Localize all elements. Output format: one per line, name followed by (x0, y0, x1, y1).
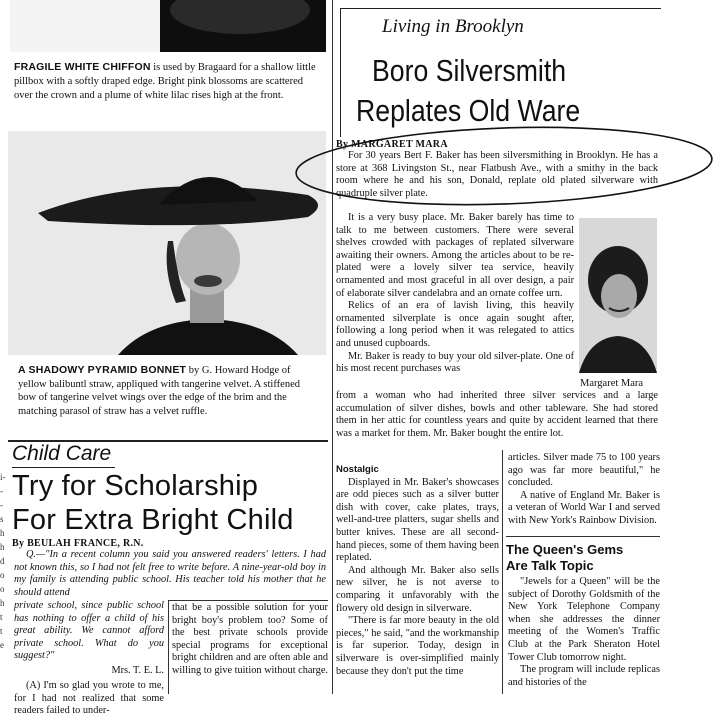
brooklyn-lead-text: For 30 years Bert F. Baker has been silversmithing in Brooklyn. He has a store at 368 Livingston St., near Flatbush Ave., with a smithy in the back room where he and his son, Donald, replate old plated silverware with quadruple silver plate. (336, 150, 658, 199)
childcare-answer: (A) I'm so glad you wrote to me, for I had not realized that some readers failed to under- (14, 680, 164, 716)
childcare-right-col (172, 602, 328, 677)
annotation-oval (282, 120, 722, 216)
brooklyn-col-b (336, 440, 499, 678)
brooklyn-col-b-p3: "There is far more beauty in the old pieces," he said, "and the workmanship is far superior. Today, design in silverware is over-simplified mainly because they don't put the time (336, 615, 499, 677)
chiffon-caption-title: FRAGILE WHITE CHIFFON (14, 61, 151, 73)
childcare-byline: By BEULAH FRANCE, R.N. (12, 538, 144, 549)
nostalgic-subhead: Nostalgic (336, 464, 379, 475)
column-divider (332, 0, 333, 694)
brooklyn-wide-text: from a woman who had inherited three silver services and a large accumulation of silver dishes, bowls and other tableware. She had stored them in her attic for countless years and quite by accident learned that there was a market for them. Mr. Baker bought the entire lot. (336, 390, 658, 439)
childcare-question-cont: private school, since public school has nothing to offer a child of his great ability. We cannot afford private school. What do you suggest?" (14, 600, 164, 661)
brooklyn-col-divider (502, 450, 503, 694)
brooklyn-byline: By MARGARET MARA (336, 139, 448, 150)
brooklyn-col-b-p2: And although Mr. Baker also sells new silver, he is not averse to comparing it unfavorably with the flowery old design in silverware. (336, 564, 499, 614)
brooklyn-wide (336, 390, 658, 440)
margaret-mara-caption: Margaret Mara (580, 378, 644, 389)
childcare-question-text: Q.—"In a recent column you said you answered readers' letters. I had not known this, so I had not felt free to write before. A nine-year-old boy in my family is attending public school. His teacher told his mother that he should attend (14, 549, 326, 598)
childcare-inner-rule (168, 600, 328, 601)
chiffon-photo-svg (10, 0, 326, 52)
brooklyn-headline-2: Replates Old Ware (356, 93, 581, 128)
childcare-headline-1: Try for Scholarship (12, 470, 259, 502)
margaret-mara-photo (579, 218, 657, 373)
margin-fragments: i- - - s h h d o o h t t e (0, 472, 6, 650)
bonnet-caption-text: by G. Howard Hodge of yellow balibuntl straw, appliqued with tangerine velvet. A stiffened bow of tangerine velvet wings over the edge of the brim and the matching parasol of straw has a velvet ruffle. (18, 365, 300, 417)
gems-body-text-2: The program will include replicas and histories of the (508, 664, 660, 688)
brooklyn-col-a-p1: It is a very busy place. Mr. Baker barely has time to talk to me between customers. There were several shelves crowded with packages of replated silverware awaiting their owners. Among the articles about to be re-plated were a lovely silver tea service, heavily ornamented and most graceful in all over design, a pair of elaborate silver candelabra and an ornate coffee urn. (336, 212, 574, 299)
brooklyn-col-c-p1: articles. Silver made 75 to 100 years ago was far more beautiful," he concluded. (508, 452, 660, 489)
brooklyn-col-b-p1: Displayed in Mr. Baker's showcases are odd pieces such as a silver butter dish with cover, cake plates, trays, well-and-tree platters, sugar shells and butter knives. These are all second-hand pieces, some of them having been replated. (336, 476, 499, 564)
brooklyn-col-c (508, 452, 660, 528)
gems-body-text: "Jewels for a Queen" will be the subject of Dorothy Goldsmith of the New York Telephone Company when she addresses the dinner meeting of the Women's Traffic Club at the Park Sheraton Hotel Tower Club tomorrow night. (508, 576, 660, 663)
brooklyn-col-a-p3: Mr. Baker is ready to buy your old silver-plate. One of his most recent purchases was (336, 350, 574, 375)
childcare-right-text: that be a possible solution for your bright boy's problem too? Some of the best private schools provide special programs for exceptional bright children and are often able and willing to give tuition without charge. (172, 602, 328, 676)
gems-headline-1: The Queen's Gems (506, 542, 624, 557)
childcare-left-col (14, 600, 164, 718)
childcare-inner-rule-v (168, 600, 169, 694)
brooklyn-col-a-p2: Relics of an era of lavish living, this heavily ornamented silverplate is once again sought after, following a long period when it was relegated to attics and unused cupboards. (336, 300, 574, 349)
bonnet-caption (18, 364, 320, 418)
brooklyn-col-a (336, 212, 574, 376)
childcare-question (14, 549, 326, 599)
childcare-kicker: Child Care (12, 441, 115, 468)
pyramid-bonnet-photo (8, 131, 326, 355)
chiffon-caption (14, 60, 318, 103)
brooklyn-kicker: Living in Brooklyn (382, 16, 524, 37)
childcare-headline-2: For Extra Bright Child (12, 504, 294, 536)
bonnet-caption-title: A SHADOWY PYRAMID BONNET (18, 364, 187, 376)
childcare-signature: Mrs. T. E. L. (111, 664, 164, 676)
gems-top-rule (506, 536, 660, 537)
chiffon-hat-photo (10, 0, 326, 52)
gems-body (508, 576, 660, 689)
mara-photo-svg (579, 218, 657, 373)
brooklyn-headline-1: Boro Silversmith (372, 53, 567, 88)
gems-headline-2: Are Talk Topic (506, 558, 594, 573)
bonnet-photo-svg (8, 131, 326, 355)
brooklyn-col-c-p2: A native of England Mr. Baker is a veteran of World War I and served with New York's Rainbow Division. (508, 489, 660, 526)
chiffon-caption-text: is used by Bragaard for a shallow little pillbox with a softly draped edge. Bright pink blossoms are scattered over the crown and a plume of white lilac rises high at the front. (14, 62, 316, 101)
